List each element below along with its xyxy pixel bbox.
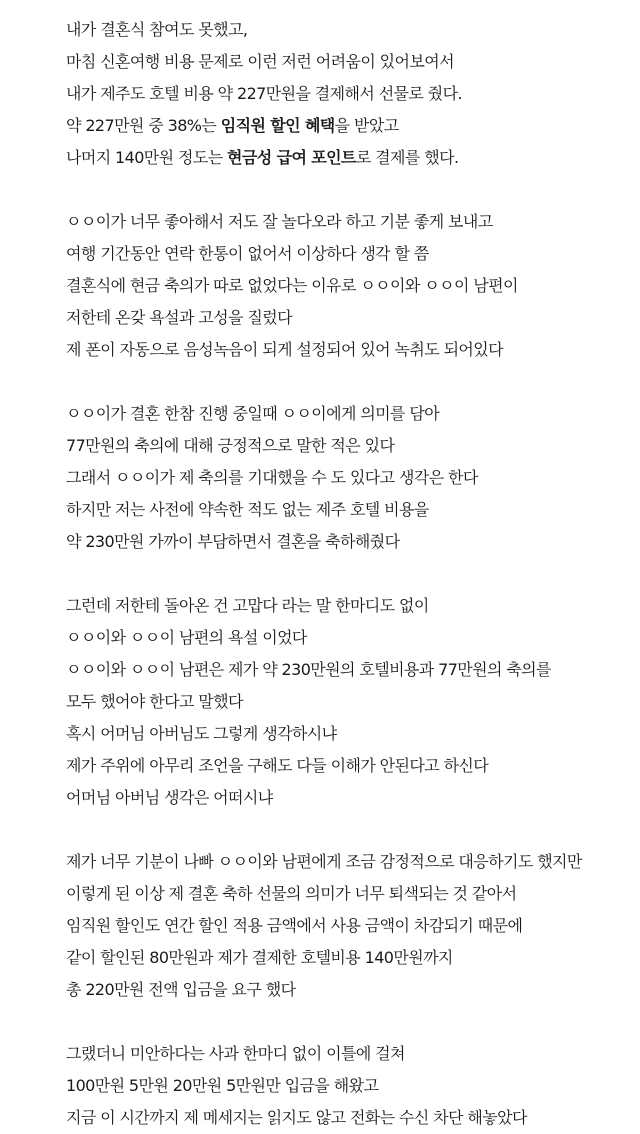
text-line bbox=[66, 334, 632, 366]
text-line bbox=[66, 590, 632, 622]
paragraph-gap bbox=[66, 558, 632, 590]
text-segment: 약 230만원 가까이 부담하면서 결혼을 축하해줬다 bbox=[66, 532, 400, 551]
text-segment: 혹시 어머님 아버님도 그렇게 생각하시냐 bbox=[66, 724, 337, 743]
text-line bbox=[66, 462, 632, 494]
text-line bbox=[66, 46, 632, 78]
text-line bbox=[66, 206, 632, 238]
text-line bbox=[66, 526, 632, 558]
text-segment: ㅇㅇ이가 결혼 한참 진행 중일때 ㅇㅇ이에게 의미를 담아 bbox=[66, 404, 440, 423]
bold-text-segment: 임직원 할인 혜택 bbox=[220, 116, 335, 135]
text-segment: 약 227만원 중 38%는 bbox=[66, 116, 221, 135]
text-line bbox=[66, 1070, 632, 1102]
text-segment: 총 220만원 전액 입금을 요구 했다 bbox=[66, 980, 296, 999]
text-line bbox=[66, 654, 632, 686]
text-segment: 저한테 온갖 욕설과 고성을 질렀다 bbox=[66, 308, 292, 327]
text-line bbox=[66, 238, 632, 270]
text-line bbox=[66, 1038, 632, 1070]
text-line bbox=[66, 686, 632, 718]
text-segment: 제가 너무 기분이 나빠 ㅇㅇ이와 남편에게 조금 감정적으로 대응하기도 했지만 bbox=[66, 852, 582, 871]
text-line bbox=[66, 430, 632, 462]
text-segment: ㅇㅇ이와 ㅇㅇ이 남편의 욕설 이었다 bbox=[66, 628, 307, 647]
text-line bbox=[66, 494, 632, 526]
text-line bbox=[66, 782, 632, 814]
paragraph-gap bbox=[66, 366, 632, 398]
text-segment: 을 받았고 bbox=[334, 116, 399, 135]
text-line bbox=[66, 942, 632, 974]
text-line bbox=[66, 78, 632, 110]
text-segment: 77만원의 축의에 대해 긍정적으로 말한 적은 있다 bbox=[66, 436, 395, 455]
text-line bbox=[66, 718, 632, 750]
paragraph-gap bbox=[66, 174, 632, 206]
text-segment: 이렇게 된 이상 제 결혼 축하 선물의 의미가 너무 퇴색되는 것 같아서 bbox=[66, 884, 517, 903]
text-line bbox=[66, 878, 632, 910]
text-segment: 내가 결혼식 참여도 못했고, bbox=[66, 20, 248, 39]
text-line bbox=[66, 974, 632, 1006]
text-segment: 지금 이 시간까지 제 메세지는 읽지도 않고 전화는 수신 차단 해놓았다 bbox=[66, 1108, 527, 1127]
text-segment: ㅇㅇ이와 ㅇㅇ이 남편은 제가 약 230만원의 호텔비용과 77만원의 축의를 bbox=[66, 660, 551, 679]
paragraph-gap bbox=[66, 814, 632, 846]
text-segment: 여행 기간동안 연락 한통이 없어서 이상하다 생각 할 쯤 bbox=[66, 244, 429, 263]
text-line bbox=[66, 750, 632, 782]
paragraph-gap bbox=[66, 1006, 632, 1038]
text-line bbox=[66, 846, 632, 878]
text-line bbox=[66, 910, 632, 942]
letter-body bbox=[66, 14, 632, 1134]
text-line bbox=[66, 270, 632, 302]
text-segment: 100만원 5만원 20만원 5만원만 입금을 해왔고 bbox=[66, 1076, 379, 1095]
text-segment: 제 폰이 자동으로 음성녹음이 되게 설정되어 있어 녹취도 되어있다 bbox=[66, 340, 504, 359]
text-segment: 나머지 140만원 정도는 bbox=[66, 148, 228, 167]
text-segment: 제가 주위에 아무리 조언을 구해도 다들 이해가 안된다고 하신다 bbox=[66, 756, 489, 775]
text-segment: 그런데 저한테 돌아온 건 고맙다 라는 말 한마디도 없이 bbox=[66, 596, 429, 615]
text-segment: 모두 했어야 한다고 말했다 bbox=[66, 692, 243, 711]
text-line bbox=[66, 14, 632, 46]
text-line bbox=[66, 398, 632, 430]
text-line bbox=[66, 110, 632, 142]
text-segment: 같이 할인된 80만원과 제가 결제한 호텔비용 140만원까지 bbox=[66, 948, 453, 967]
text-segment: 결혼식에 현금 축의가 따로 없었다는 이유로 ㅇㅇ이와 ㅇㅇ이 남편이 bbox=[66, 276, 518, 295]
text-segment: 하지만 저는 사전에 약속한 적도 없는 제주 호텔 비용을 bbox=[66, 500, 429, 519]
text-segment: 로 결제를 했다. bbox=[355, 148, 459, 167]
text-line bbox=[66, 1102, 632, 1134]
text-segment: 마침 신혼여행 비용 문제로 이런 저런 어려움이 있어보여서 bbox=[66, 52, 454, 71]
text-segment: 내가 제주도 호텔 비용 약 227만원을 결제해서 선물로 줬다. bbox=[66, 84, 462, 103]
text-segment: 어머님 아버님 생각은 어떠시냐 bbox=[66, 788, 273, 807]
text-segment: ㅇㅇ이가 너무 좋아해서 저도 잘 놀다오라 하고 기분 좋게 보내고 bbox=[66, 212, 493, 231]
text-line bbox=[66, 302, 632, 334]
text-segment: 그랬더니 미안하다는 사과 한마디 없이 이틀에 걸쳐 bbox=[66, 1044, 405, 1063]
text-segment: 그래서 ㅇㅇ이가 제 축의를 기대했을 수 도 있다고 생각은 한다 bbox=[66, 468, 478, 487]
text-segment: 임직원 할인도 연간 할인 적용 금액에서 사용 금액이 차감되기 때문에 bbox=[66, 916, 523, 935]
bold-text-segment: 현금성 급여 포인트 bbox=[227, 148, 356, 167]
text-line bbox=[66, 142, 632, 174]
text-line bbox=[66, 622, 632, 654]
